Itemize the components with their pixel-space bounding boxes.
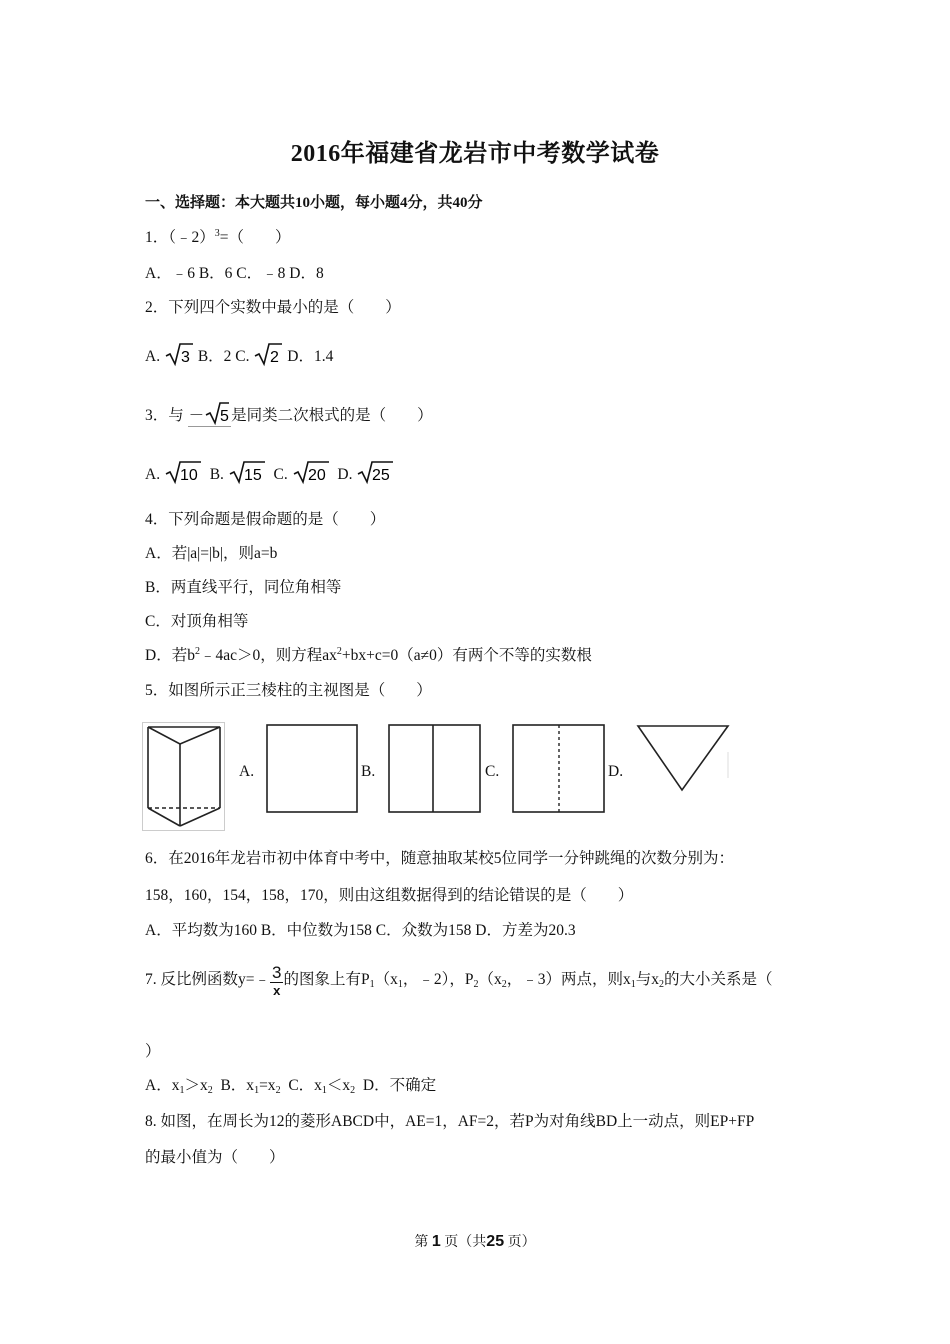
q7-sub6: 2: [659, 979, 665, 991]
q3-minus: －: [188, 407, 205, 424]
page-title: 2016年福建省龙岩市中考数学试卷: [290, 141, 660, 167]
option-b-split-rectangle-figure: [388, 724, 482, 814]
option-c-dashed-rectangle-figure: [512, 724, 606, 814]
q3-label-a: A.: [145, 466, 161, 483]
q4-d-exp1: 2: [194, 646, 200, 657]
q1-exponent: 3: [214, 228, 220, 239]
q1-stem-end: =（ ）: [219, 229, 291, 246]
q7-o2-sub: 2: [207, 1085, 213, 1096]
option-d-triangle-figure: [634, 722, 732, 794]
footer-post: 页）: [507, 1235, 536, 1250]
sqrt-icon: [164, 341, 194, 367]
sqrt-icon: [356, 459, 394, 485]
option-a-square-figure: [266, 724, 359, 814]
page-total: 25: [486, 1233, 505, 1250]
q5-label-c: C.: [485, 763, 500, 780]
q3-radicand-a: 10: [179, 467, 198, 484]
q2-label-a: A.: [145, 348, 161, 365]
q2-radicand-c: 2: [270, 349, 280, 366]
page-footer: [0, 1231, 950, 1251]
q2-label-bc: B．2 C.: [197, 348, 250, 365]
q3-label-c: C.: [273, 466, 288, 483]
q4-d-text1: D．若b: [145, 647, 195, 664]
q3-radicand-c: 20: [307, 467, 326, 484]
q3-stem-post: 是同类二次根式的是（ ）: [231, 407, 433, 424]
sqrt-icon: [204, 400, 230, 426]
q7-o3: B．x: [212, 1077, 255, 1094]
q3-label-b: B.: [209, 466, 224, 483]
q7-sub3: 2: [473, 979, 479, 991]
q7-stem-pre: 7. 反比例函数y=﹣: [145, 971, 270, 989]
question-1: [145, 225, 291, 247]
q6-options: A．平均数为160 B．中位数为158 C．众数为158 D．方差为20.3: [145, 922, 576, 939]
q7-sub2: 1: [397, 979, 403, 991]
q5-label-b: B.: [361, 763, 376, 780]
q4-d-text2: ﹣4ac＞0，则方程ax: [199, 647, 337, 664]
section-heading: 一、选择题：本大题共10小题，每小题4分，共40分: [145, 195, 483, 211]
q4-d-text3: +bx+c=0（a≠0）有两个不等的实数根: [341, 647, 592, 664]
sqrt-icon: [292, 459, 330, 485]
q7-o4: =x: [259, 1077, 276, 1094]
question-2: 2．下列四个实数中最小的是（ ）: [145, 299, 401, 316]
q7-o1: A．x: [145, 1077, 180, 1094]
question-3: [145, 400, 433, 427]
question-4: 4．下列命题是假命题的是（ ）: [145, 511, 386, 528]
q3-expression: [188, 400, 232, 427]
question-6-line2: 158，160，154，158，170，则由这组数据得到的结论错误的是（ ）: [145, 887, 634, 904]
q7-close-paren: ）: [145, 1043, 161, 1060]
q3-label-d: D.: [337, 466, 353, 483]
q7-o3-sub: 1: [254, 1085, 260, 1096]
q7-sub1: 1: [369, 979, 375, 991]
q7-t4: （x: [478, 971, 502, 989]
q2-options: [145, 341, 333, 367]
footer-pre: 第: [414, 1235, 429, 1250]
q7-t3: ，﹣2），P: [402, 971, 474, 989]
q7-t2: （x: [374, 971, 398, 989]
q2-label-d: D．1.4: [287, 348, 334, 365]
q2-radicand-a: 3: [180, 349, 190, 366]
question-7: [145, 964, 773, 997]
page-number: 1: [431, 1233, 441, 1250]
q7-numerator: 3: [272, 963, 282, 982]
q7-o7: D．不确定: [355, 1077, 437, 1094]
q7-o5-sub: 1: [321, 1085, 327, 1096]
footer-mid: 页（共: [444, 1235, 487, 1250]
q7-options: [145, 1073, 436, 1095]
q7-o6-sub: 2: [350, 1085, 356, 1096]
q7-sub4: 2: [501, 979, 507, 991]
q4-d-exp2: 2: [336, 646, 342, 657]
q5-label-d: D.: [608, 763, 624, 780]
sqrt-icon: [164, 459, 202, 485]
q5-label-a: A.: [239, 763, 255, 780]
q3-radicand-b: 15: [243, 467, 262, 484]
q7-t5: ，﹣3）两点，则x: [506, 971, 631, 989]
q7-denominator: x: [273, 983, 281, 998]
q4-option-b: B．两直线平行，同位角相等: [145, 579, 342, 596]
q7-sub5: 1: [630, 979, 636, 991]
q7-o6: ＜x: [326, 1077, 351, 1094]
q4-option-a: A．若|a|=|b|，则a=b: [145, 545, 278, 562]
q7-o5: C．x: [280, 1077, 322, 1094]
question-5: 5．如图所示正三棱柱的主视图是（ ）: [145, 682, 432, 699]
q7-o4-sub: 2: [275, 1085, 281, 1096]
q7-t6: 与x: [635, 971, 660, 989]
q4-option-d: [145, 643, 592, 665]
q3-radicand-d: 25: [372, 467, 391, 484]
q7-o1-sub: 1: [179, 1085, 185, 1096]
q3-options: [145, 459, 394, 485]
question-8-line2: 的最小值为（ ）: [145, 1149, 285, 1166]
sqrt-icon: [253, 341, 283, 367]
q4-option-c: C．对顶角相等: [145, 613, 249, 630]
q7-fraction: [270, 964, 283, 997]
question-6-line1: 6．在2016年龙岩市初中体育中考中，随意抽取某校5位同学一分钟跳绳的次数分别为：: [145, 850, 735, 867]
q3-stem-pre: 3．与: [145, 407, 184, 424]
q7-t7: 的大小关系是（: [664, 971, 773, 989]
q1-stem: 1．（﹣2）: [145, 229, 215, 246]
q7-t1: 的图象上有P: [283, 971, 370, 989]
question-8-line1: 8. 如图，在周长为12的菱形ABCD中，AE=1，AF=2，若P为对角线BD上一动点，则EP+FP: [145, 1113, 755, 1130]
prism-figure: [142, 722, 226, 832]
q3-radicand: 5: [220, 408, 230, 425]
sqrt-icon: [228, 459, 266, 485]
q7-o2: ＞x: [184, 1077, 208, 1094]
q1-options: A．﹣6 B．6 C．﹣8 D．8: [145, 265, 324, 282]
